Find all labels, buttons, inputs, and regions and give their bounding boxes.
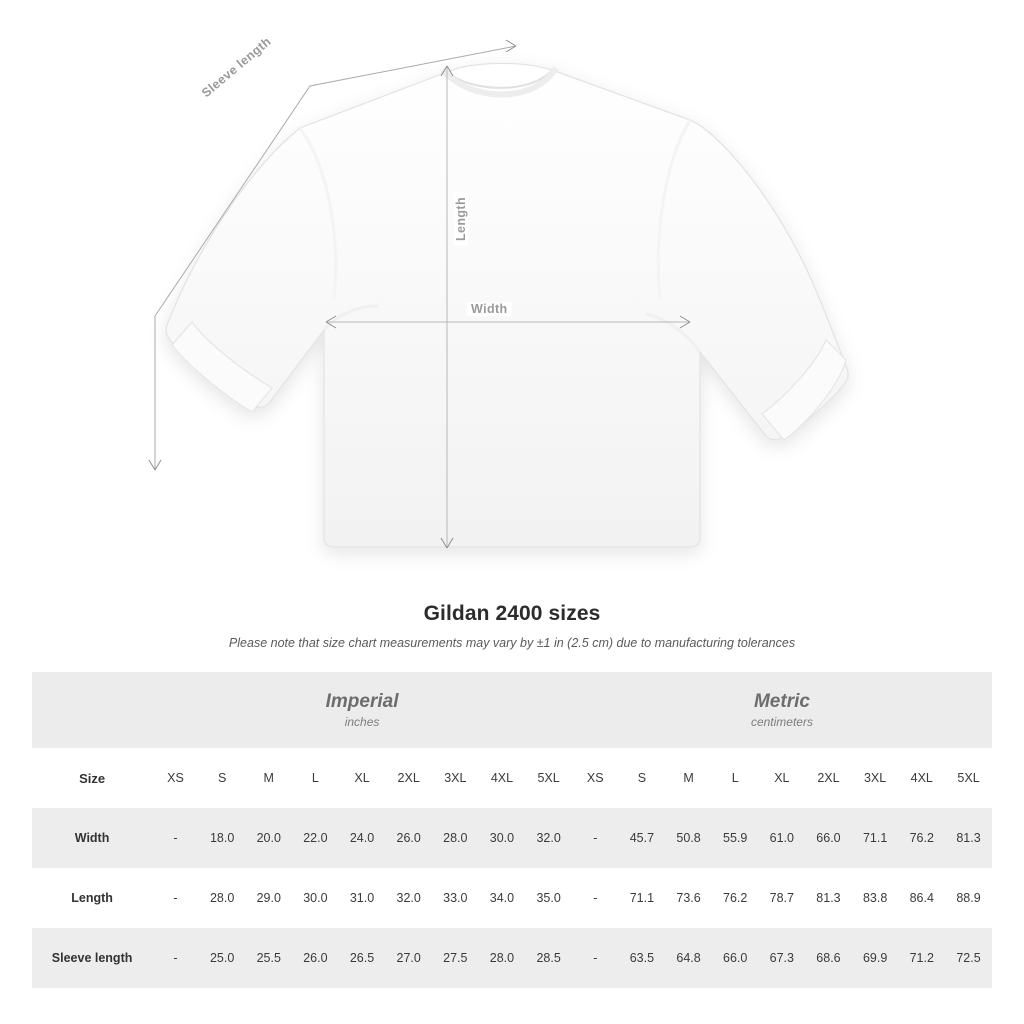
cell-sleeve-metric-7: 71.2 xyxy=(898,928,945,988)
size-table-wrap xyxy=(32,672,992,988)
size-header-metric-1: S xyxy=(619,748,666,808)
cell-length-imperial-2: 29.0 xyxy=(256,891,281,905)
cell-length-metric-6: 83.8 xyxy=(862,891,888,905)
cell-sleeve-metric-5: 68.6 xyxy=(805,928,852,988)
unit-group-imperial xyxy=(152,672,572,748)
page-title: Gildan 2400 sizes xyxy=(423,602,601,625)
size-header-imperial-8: 5XL xyxy=(525,748,572,808)
tolerance-note: Please note that size chart measurements may vary by ±1 in (2.5 cm) due to manufacturing tolerances xyxy=(228,636,796,650)
row-label-sleeve-length: Sleeve length xyxy=(32,928,152,988)
width-label: Width xyxy=(467,302,512,316)
cell-width-metric-1: 45.7 xyxy=(619,808,666,868)
cell-length-metric-4: 78.7 xyxy=(769,891,794,905)
size-header-metric-6: 3XL xyxy=(852,748,899,808)
cell-length-metric-3: 76.2 xyxy=(723,891,748,905)
size-header-imperial-2: M xyxy=(245,748,292,808)
cell-sleeve-metric-8: 72.5 xyxy=(945,928,992,988)
size-table xyxy=(32,672,992,988)
cell-length-imperial-3: 30.0 xyxy=(303,891,328,905)
cell-length-imperial-6: 33.0 xyxy=(443,891,468,905)
cell-width-imperial-7: 30.0 xyxy=(479,808,526,868)
cell-sleeve-imperial-4: 26.5 xyxy=(339,928,386,988)
cell-width-imperial-5: 26.0 xyxy=(385,808,432,868)
size-header-metric-2: M xyxy=(665,748,712,808)
cell-width-metric-5: 66.0 xyxy=(805,808,852,868)
cell-sleeve-imperial-3: 26.0 xyxy=(292,928,339,988)
cell-length-imperial-0: - xyxy=(173,891,178,905)
cell-width-metric-6: 71.1 xyxy=(852,808,899,868)
cell-width-metric-2: 50.8 xyxy=(665,808,712,868)
unit-banner-row xyxy=(32,672,992,748)
size-header-metric-0: XS xyxy=(572,748,619,808)
cell-sleeve-imperial-5: 27.0 xyxy=(385,928,432,988)
cell-width-imperial-1: 18.0 xyxy=(199,808,246,868)
cell-sleeve-imperial-7: 28.0 xyxy=(479,928,526,988)
cell-width-imperial-6: 28.0 xyxy=(432,808,479,868)
size-header-imperial-4: XL xyxy=(339,748,386,808)
size-header-metric-4: XL xyxy=(759,748,806,808)
cell-sleeve-imperial-1: 25.0 xyxy=(199,928,246,988)
cell-width-metric-4: 61.0 xyxy=(759,808,806,868)
table-row xyxy=(32,928,992,988)
length-label: Length xyxy=(454,192,468,246)
cell-length-imperial-1: 28.0 xyxy=(209,891,235,905)
cell-width-metric-3: 55.9 xyxy=(712,808,759,868)
sleeve-length-label: Sleeve length xyxy=(199,34,274,101)
cell-width-metric-8: 81.3 xyxy=(945,808,992,868)
table-row xyxy=(32,868,992,928)
cell-sleeve-imperial-0: - xyxy=(152,928,199,988)
size-header-metric-7: 4XL xyxy=(898,748,945,808)
row-label-width: Width xyxy=(32,808,152,868)
cell-length-metric-7: 86.4 xyxy=(909,891,934,905)
cell-length-metric-2: 73.6 xyxy=(676,891,701,905)
unit-metric-name: Metric xyxy=(753,690,810,712)
size-header-imperial-6: 3XL xyxy=(432,748,479,808)
cell-length-imperial-5: 32.0 xyxy=(396,891,421,905)
size-header-imperial-1: S xyxy=(199,748,246,808)
cell-length-metric-0: - xyxy=(593,891,598,905)
unit-banner-spacer xyxy=(32,672,152,748)
cell-sleeve-metric-1: 63.5 xyxy=(619,928,666,988)
table-row xyxy=(32,808,992,868)
cell-length-metric-5: 81.3 xyxy=(816,891,841,905)
cell-width-metric-0: - xyxy=(572,808,619,868)
size-header-row xyxy=(32,748,992,808)
unit-group-metric xyxy=(572,672,992,748)
cell-width-imperial-0: - xyxy=(152,808,199,868)
cell-sleeve-metric-0: - xyxy=(572,928,619,988)
cell-width-metric-7: 76.2 xyxy=(898,808,945,868)
cell-length-metric-8: 88.9 xyxy=(956,891,981,905)
size-header-imperial-7: 4XL xyxy=(479,748,526,808)
cell-sleeve-metric-2: 64.8 xyxy=(665,928,712,988)
cell-width-imperial-4: 24.0 xyxy=(339,808,386,868)
cell-length-imperial-8: 35.0 xyxy=(536,891,561,905)
cell-width-imperial-2: 20.0 xyxy=(245,808,292,868)
cell-sleeve-imperial-2: 25.5 xyxy=(245,928,292,988)
cell-width-imperial-3: 22.0 xyxy=(292,808,339,868)
size-header-label: Size xyxy=(32,748,152,808)
cell-width-imperial-8: 32.0 xyxy=(525,808,572,868)
cell-sleeve-imperial-8: 28.5 xyxy=(525,928,572,988)
cell-length-metric-1: 71.1 xyxy=(629,891,655,905)
size-header-metric-3: L xyxy=(712,748,759,808)
cell-sleeve-metric-6: 69.9 xyxy=(852,928,899,988)
cell-sleeve-metric-3: 66.0 xyxy=(712,928,759,988)
unit-imperial-name: Imperial xyxy=(325,690,399,712)
size-header-imperial-3: L xyxy=(292,748,339,808)
cell-sleeve-metric-4: 67.3 xyxy=(759,928,806,988)
unit-metric-sub: centimeters xyxy=(750,715,813,730)
unit-imperial-sub: inches xyxy=(344,715,380,730)
cell-length-imperial-4: 31.0 xyxy=(349,891,375,905)
cell-sleeve-imperial-6: 27.5 xyxy=(432,928,479,988)
size-header-imperial-5: 2XL xyxy=(385,748,432,808)
cell-length-imperial-7: 34.0 xyxy=(489,891,515,905)
title-block xyxy=(0,602,1024,650)
size-header-metric-5: 2XL xyxy=(805,748,852,808)
size-header-imperial-0: XS xyxy=(152,748,199,808)
row-label-length: Length xyxy=(71,891,113,905)
size-header-metric-8: 5XL xyxy=(945,748,992,808)
